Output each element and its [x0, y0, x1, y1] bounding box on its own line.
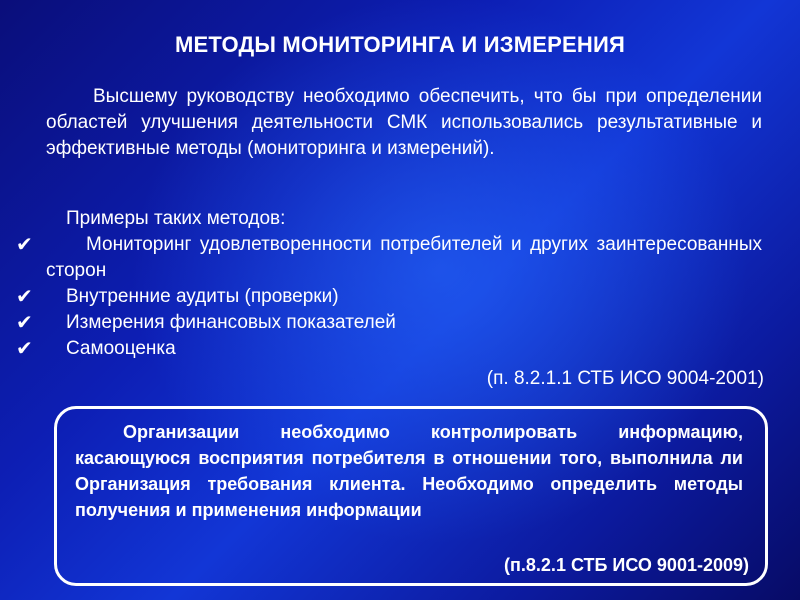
list-item-text: Внутренние аудиты (проверки) [66, 286, 339, 307]
checkmark-icon: ✔ [16, 286, 33, 308]
slide-title: МЕТОДЫ МОНИТОРИНГА И ИЗМЕРЕНИЯ [174, 32, 626, 57]
examples-heading: Примеры таких методов: [66, 208, 286, 229]
checkmark-icon: ✔ [16, 338, 33, 360]
checkmark-icon: ✔ [16, 312, 33, 334]
highlight-box-text: Организации необходимо контролировать информацию, касающуюся восприятия потребителя в отношении того, выполнила ли Организация требования клиента. Необходимо определить методы получения и применения информации [75, 422, 743, 520]
list-item [16, 310, 762, 336]
highlight-box-reference: (п.8.2.1 СТБ ИСО 9001-2009) [504, 555, 749, 575]
intro-paragraph: Высшему руководству необходимо обеспечить, что бы при определении областей улучшения деятельности СМК использовались результативные и эффективные методы (мониторинга и измерений). [46, 86, 762, 159]
list-item [16, 336, 762, 362]
list-item-text: Самооценка [66, 338, 176, 359]
list-item [16, 284, 762, 310]
list-item [16, 232, 762, 284]
list-item-text: Мониторинг удовлетворенности потребителей и других заинтересованных сторон [46, 234, 762, 281]
highlight-box [54, 406, 768, 586]
reference-citation: (п. 8.2.1.1 СТБ ИСО 9004-2001) [486, 368, 764, 389]
checkmark-icon: ✔ [16, 234, 33, 256]
list-item-text: Измерения финансовых показателей [66, 312, 396, 333]
methods-list [16, 232, 762, 362]
